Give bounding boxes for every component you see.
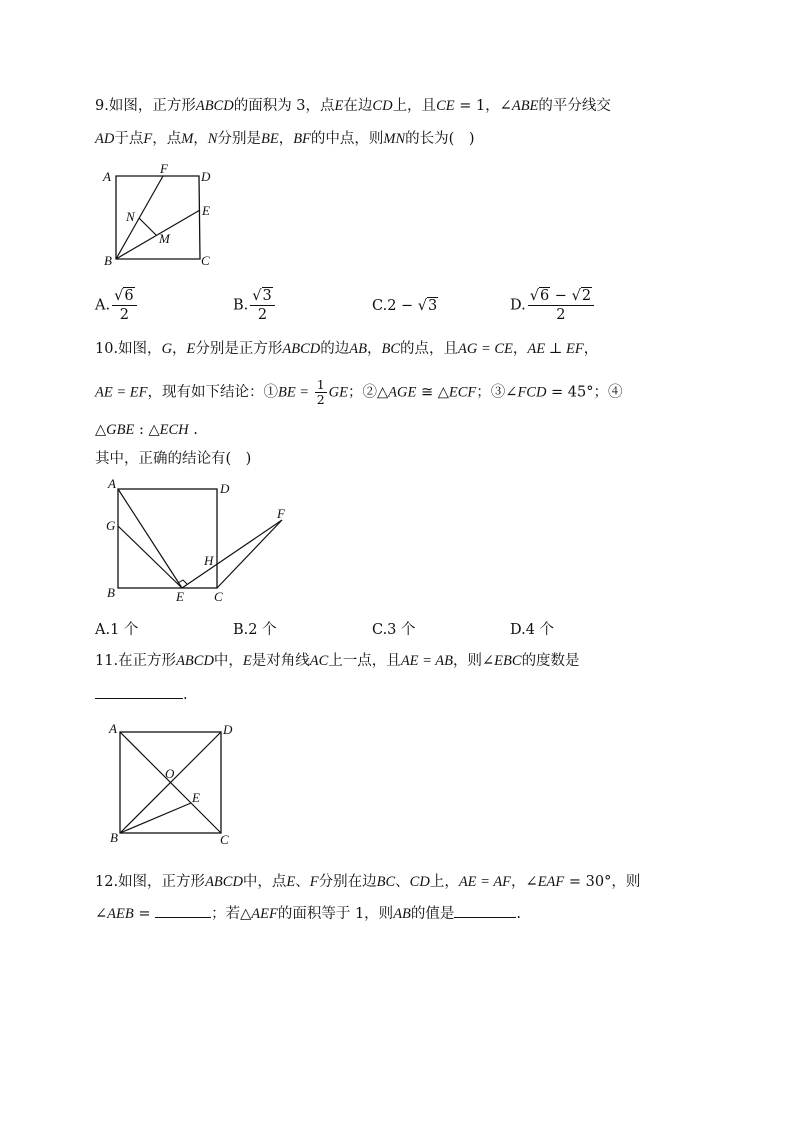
q11-text: 的度数是 [521,653,580,669]
q11-text: 在正方形 [118,653,177,669]
q10-text: 分别是正方形 [195,341,283,357]
q10-expr-perp: AE ⊥ EF [527,341,584,357]
q12-var-cd: CD [409,874,430,890]
q10-expr-ag-ce: AG = CE [458,341,513,357]
option-text: D.4 个 [510,622,555,638]
q9-number: 9. [95,98,109,114]
q10-segment-ef [182,520,282,588]
q11-text: 中， [213,653,243,669]
q10-segment-ae [118,489,182,588]
q10-var-fcd: FCD [517,384,547,401]
q10-line-2 [95,378,623,407]
sqrt: √2 [571,288,592,304]
q9-text: 的面积为 3，点 [233,98,335,114]
q9-label-f: F [160,162,168,176]
minus: − [550,288,572,304]
q11-var-e: E [242,653,252,669]
q10-expr-ae-ef: AE = EF [95,384,148,401]
q10-number: 10. [95,341,119,357]
q10-var-bc: BC [381,341,401,357]
radicand: 3 [262,288,272,304]
q12-text: 分别在边 [318,874,377,890]
q10-label-g: G [106,518,116,533]
q12-text: 、 [395,874,410,890]
q12-var-bc: BC [376,874,396,890]
q9-line-1 [95,96,611,116]
q11-answer-blank[interactable] [95,684,183,699]
denominator: 2 [257,307,268,323]
q9-text: 于点 [114,131,144,147]
q9-text: = 1，∠ [454,98,512,114]
q9-option-c[interactable] [372,296,438,316]
q10-segment-ge [118,526,182,588]
q9-var-ad: AD [95,131,115,147]
q12-expr-ae-af: AE = AF [458,874,512,890]
q9-option-b[interactable] [233,287,277,324]
q9-segment-bf [116,176,163,259]
q12-var-eaf: EAF [537,874,565,890]
q12-answer-blank-1[interactable] [155,903,211,918]
q9-var-abcd: ABCD [195,98,234,114]
q12-text: 上， [429,874,459,890]
q9-var-mn: MN [383,131,406,147]
q12-text: = [133,906,156,922]
fraction [528,287,594,324]
q9-text: ， [278,131,294,147]
q10-label-a: A [108,476,116,491]
q10-label-h: H [204,553,214,568]
q9-option-d[interactable] [510,287,596,324]
q11-label-a: A [109,721,117,736]
q10-text: 如图， [118,341,162,357]
option-text: A.1 个 [95,622,139,638]
q12-line-2 [95,903,521,924]
q10-figure [102,476,292,606]
q12-answer-blank-2[interactable] [454,903,516,918]
q9-text: 在边 [343,98,373,114]
q10-line-1 [95,339,598,359]
option-label: B. [233,297,249,314]
q10-label-b: B [107,585,115,600]
q10-var-gbe: GBE [106,422,135,438]
q10-text: ≅ △ [416,384,449,401]
option-label: C. [372,298,388,314]
q12-text: ，则 [611,874,641,890]
q11-text: 上一点，且 [328,653,401,669]
q9-label-n: N [126,209,135,224]
q10-var-ge: GE [328,384,349,401]
q11-label-e: E [192,790,200,805]
q12-text: ∠ [95,906,108,922]
q10-text: ；②△ [348,384,389,401]
q11-var-ebc: EBC [494,653,522,669]
q9-text: 上，且 [392,98,437,114]
q10-var-age: AGE [388,384,417,401]
q11-var-ac: AC [309,653,329,669]
q9-option-a[interactable] [95,287,139,324]
q10-text: : △ [134,422,160,438]
q10-text: ， [583,341,599,357]
q9-label-e: E [202,203,210,218]
q9-label-d: D [201,169,211,184]
q9-label-a: A [103,169,111,184]
q10-line-3 [95,420,198,440]
q10-text: = 45° [546,384,594,401]
q12-number: 12. [95,874,119,890]
sqrt: √3 [252,288,272,304]
q10-option-d[interactable] [510,620,554,640]
q10-text: ， [172,341,187,357]
q10-text: 的点，且 [400,341,459,357]
q10-var-ech: ECH [159,422,189,438]
option-text: B.2 个 [233,622,277,638]
q12-text: . [516,906,522,922]
q10-expr-be: BE = [277,384,313,401]
q10-label-d: D [220,481,230,496]
q11-text: ，则∠ [453,653,495,669]
q9-text: 的长为( ) [405,131,475,147]
q10-text: ， [366,341,382,357]
q9-label-m: M [159,231,170,246]
q12-var-e: E [286,874,296,890]
q12-text: 的面积等于 1，则 [277,906,394,922]
denominator: 2 [556,307,566,323]
q12-text: 、 [295,874,310,890]
sqrt: √6 [529,288,550,304]
q9-var-e: E [334,98,344,114]
q11-line-2 [95,684,188,705]
q9-figure [100,162,225,274]
q12-text: ，∠ [511,874,538,890]
option-label: D. [510,297,526,314]
q10-option-b[interactable] [233,620,277,640]
q12-text: ；若△ [211,906,252,922]
sqrt: √3 [417,298,438,314]
q11-number: 11. [95,653,119,669]
fraction [250,287,274,324]
q11-label-o: O [165,766,175,781]
q10-label-e: E [176,589,184,604]
option-text: C.3 个 [372,622,416,638]
q10-prompt-text: 其中，正确的结论有( ) [95,451,252,467]
q10-text: ；④ [593,384,623,401]
q11-segment-be [120,803,191,833]
q9-text: 的中点，则 [310,131,384,147]
q9-segment-mn [139,218,156,235]
q11-text: . [183,687,188,703]
radicand: 3 [428,298,438,314]
q11-figure [102,718,242,848]
q11-label-b: B [110,830,118,845]
denominator: 2 [316,392,325,407]
q9-text: ，点 [152,131,182,147]
q12-var-abcd: ABCD [205,874,243,890]
q12-var-ab: AB [393,906,411,922]
sqrt: √6 [114,288,134,304]
q9-var-cd: CD [372,98,393,114]
fraction-half [315,378,327,407]
q9-text: 分别是 [217,131,261,147]
q12-text: = 30° [564,874,612,890]
option-text: 2 − [387,298,418,314]
q9-label-b: B [104,253,112,268]
q12-line-1 [95,872,640,892]
radicand: 6 [539,288,550,304]
numerator: 1 [316,377,325,392]
option-label: A. [95,297,111,314]
q11-line-1 [95,651,580,671]
q12-var-aeb: AEB [107,906,134,922]
q9-text: 如图，正方形 [108,98,196,114]
q9-var-m: M [181,131,194,147]
q10-option-a[interactable] [95,620,138,640]
denominator: 2 [119,307,129,323]
q11-var-abcd: ABCD [176,653,214,669]
q10-var-abcd: ABCD [282,341,321,357]
q10-text: 的边 [320,341,350,357]
fraction [112,287,136,324]
q10-segment-cf [217,520,282,588]
q10-var-ab: AB [349,341,367,357]
q9-var-ce: CE [436,98,455,114]
q9-var-bf: BF [293,131,311,147]
q9-line-2 [95,129,474,149]
q12-var-aef: AEF [251,906,278,922]
q10-label-c: C [214,589,223,604]
q11-label-c: C [220,832,229,847]
q10-text: △ [95,422,107,438]
q9-var-n: N [207,131,218,147]
q9-var-f: F [143,131,153,147]
q12-var-f: F [309,874,319,890]
q10-prompt [95,449,251,469]
q11-expr-ae-ab: AE = AB [400,653,454,669]
q10-var-g: G [161,341,173,357]
q9-text: 的平分线交 [538,98,611,114]
q10-label-f: F [277,506,285,521]
q11-label-d: D [223,722,233,737]
q10-var-ecf: ECF [448,384,477,401]
q9-var-be: BE [260,131,279,147]
q10-var-e: E [186,341,196,357]
q9-var-abe: ABE [511,98,539,114]
q12-text: 中，点 [242,874,287,890]
q12-text: 的值是 [410,906,455,922]
q9-label-c: C [201,253,210,268]
q9-text: ， [193,131,208,147]
q10-text: . [188,422,198,438]
q10-text: ， [512,341,528,357]
q10-text: ；③∠ [476,384,518,401]
radicand: 2 [581,288,592,304]
radicand: 6 [124,288,134,304]
q12-text: 如图，正方形 [118,874,206,890]
q11-text: 是对角线 [251,653,310,669]
q10-option-c[interactable] [372,620,416,640]
q10-text: ，现有如下结论：① [147,384,278,401]
